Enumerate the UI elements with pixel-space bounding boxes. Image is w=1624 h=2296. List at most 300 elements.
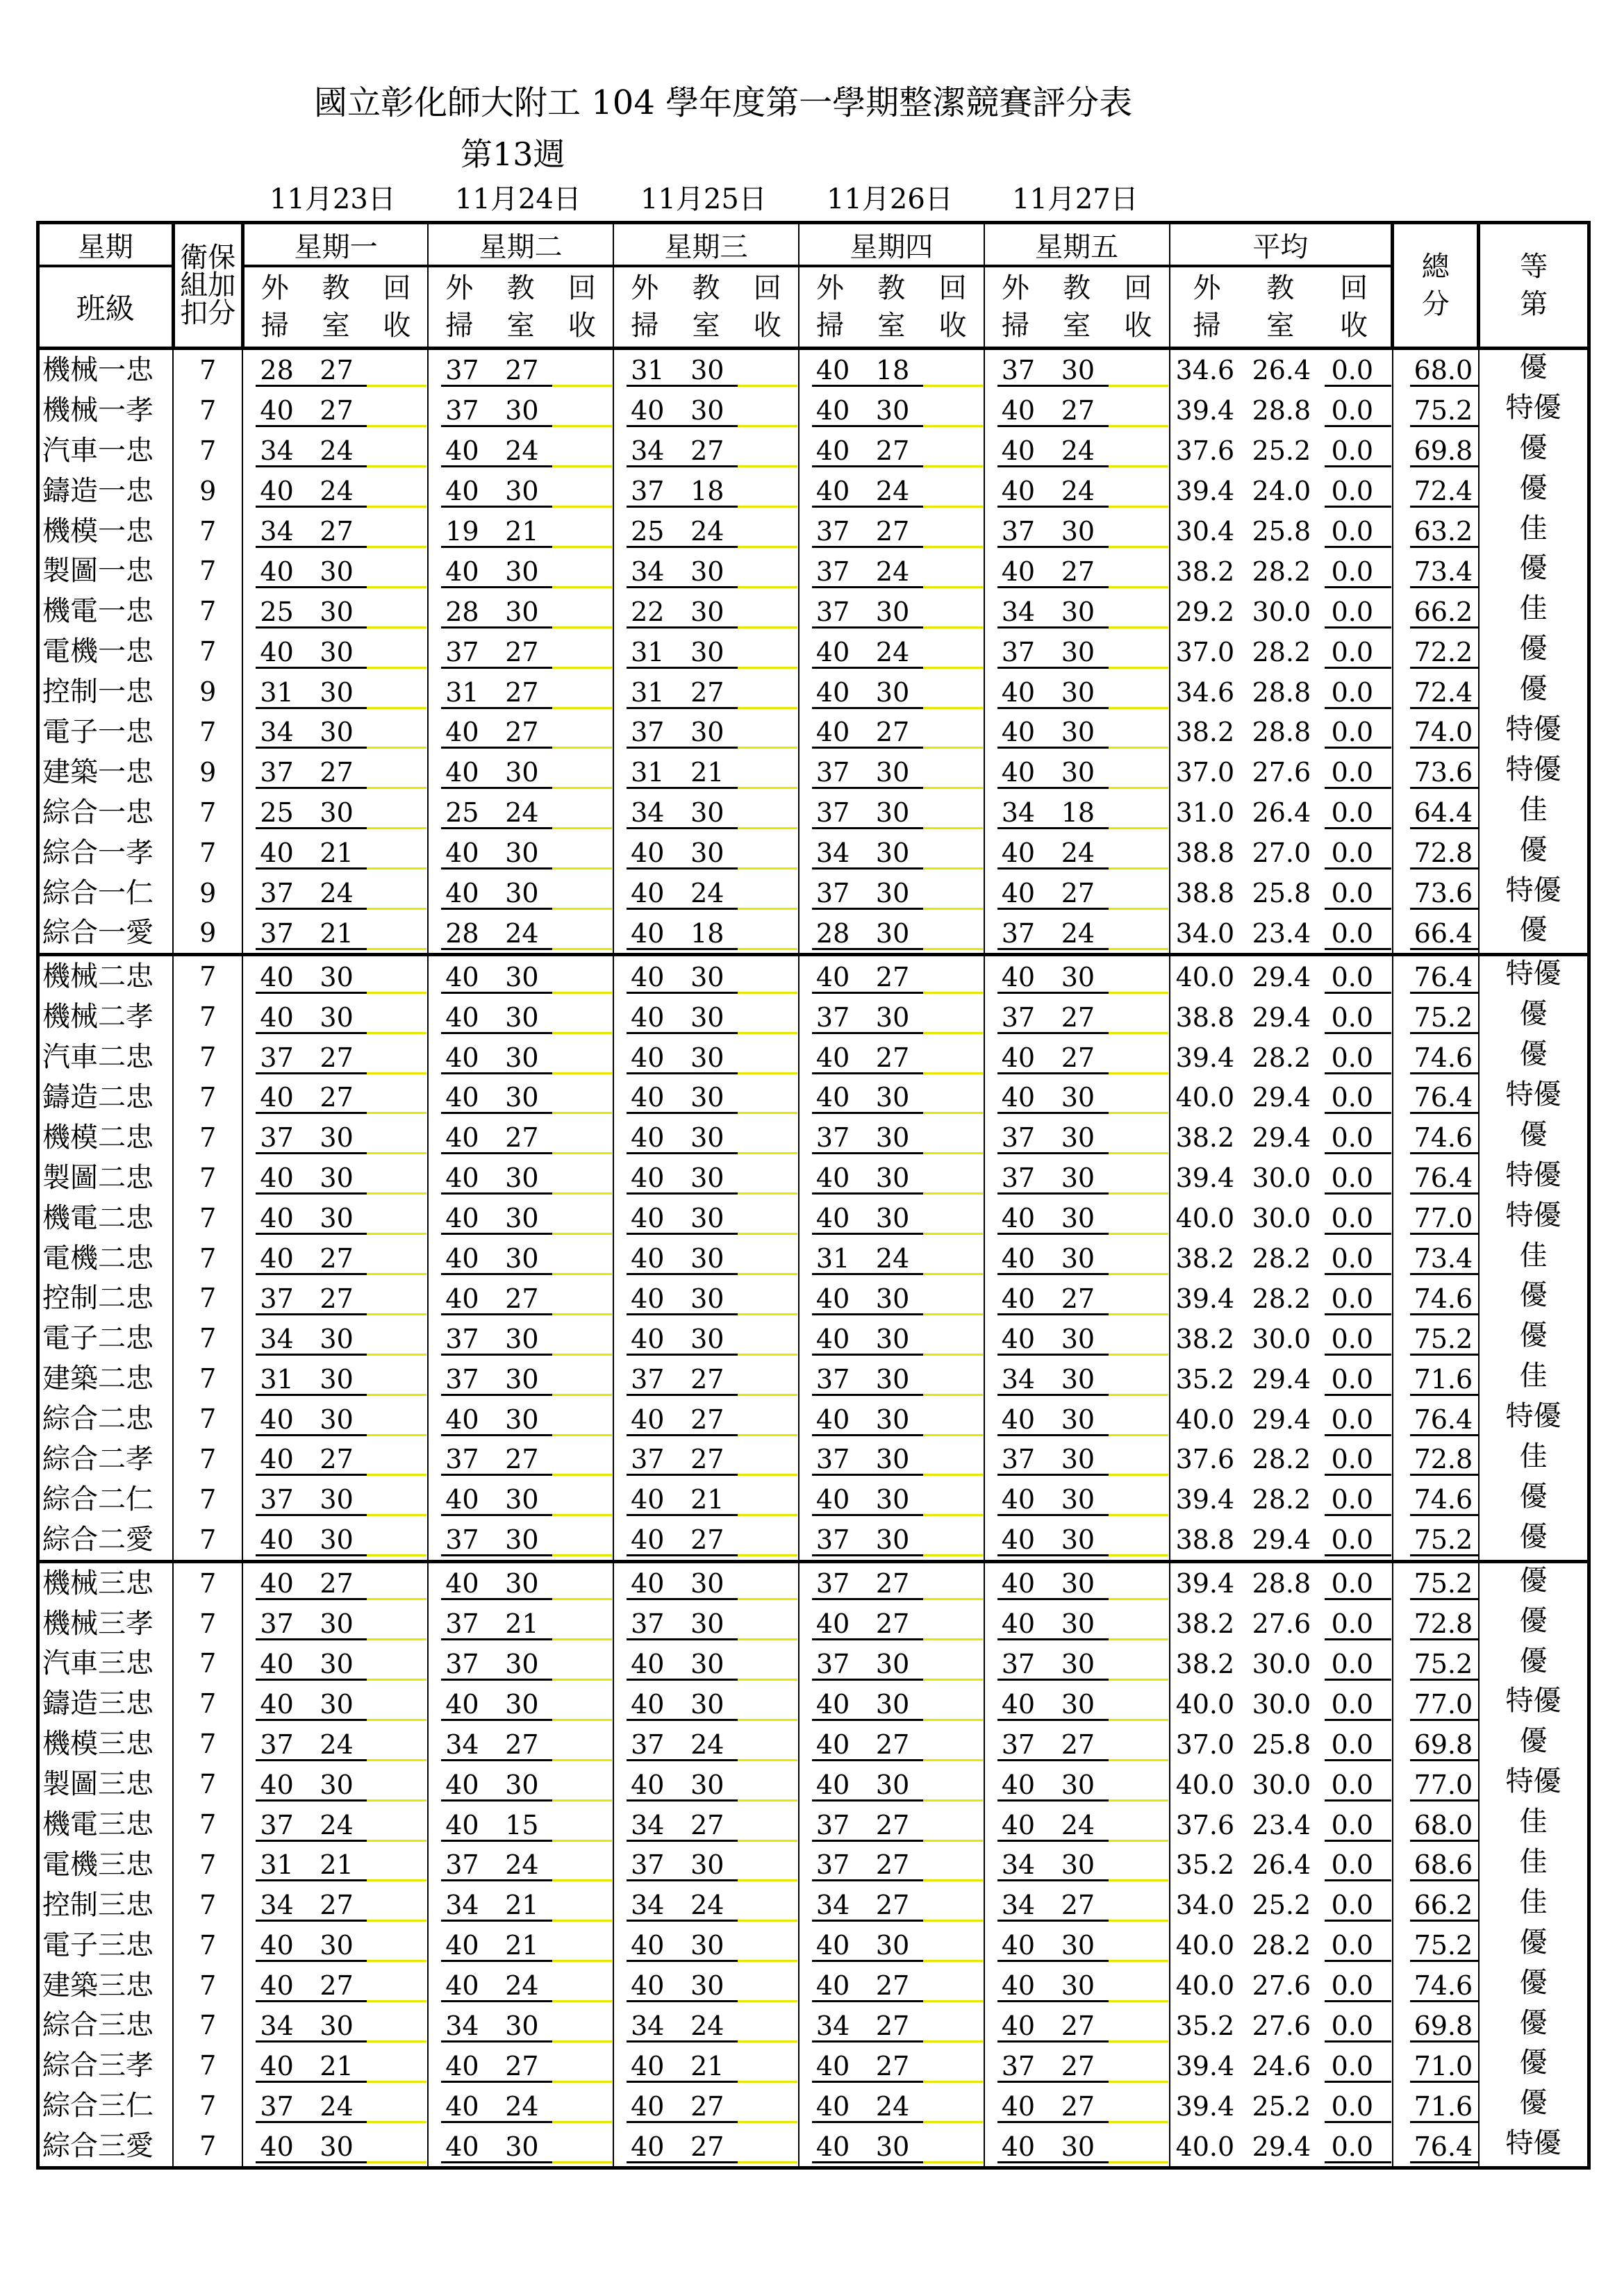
score-underline: [997, 2161, 1109, 2163]
day-4-cell: [799, 752, 984, 792]
average-recycle-underline: [1325, 1679, 1391, 1681]
day-5-cell: [984, 1318, 1170, 1358]
subheader-top-char: 外: [260, 272, 289, 304]
classroom-score: 30: [690, 1648, 724, 1679]
recycle-underline: [1109, 626, 1168, 629]
date-wednesday: 11月25日: [640, 183, 767, 215]
total-score-box: [1405, 1198, 1478, 1238]
total-underline: [1410, 667, 1479, 669]
score-underline: [256, 1759, 367, 1761]
table-row: [38, 1399, 1589, 1439]
classroom-score: 15: [505, 1809, 539, 1840]
day-4-cell: [799, 672, 984, 712]
day-score-box: [243, 1319, 427, 1358]
average-outdoor: 37.0: [1175, 636, 1235, 667]
day-score-box: [799, 1845, 984, 1884]
day-1-cell: [242, 792, 428, 833]
total-underline: [1410, 908, 1479, 910]
recycle-underline: [552, 465, 612, 467]
day-2-cell: [428, 2045, 613, 2086]
outdoor-score: 37: [445, 1363, 479, 1395]
outdoor-score: 40: [445, 1163, 479, 1194]
table-row: [38, 1117, 1589, 1158]
classroom-score: 24: [875, 556, 910, 587]
day-score-box: [243, 792, 427, 832]
total-score-box: [1405, 1724, 1478, 1764]
table-row: [38, 913, 1589, 954]
subheader-bottom-char: 室: [1063, 310, 1091, 342]
average-recycle: 0.0: [1331, 1283, 1373, 1314]
day-2-cell: [428, 1965, 613, 2006]
day-score-box: [429, 1319, 613, 1358]
day-score-box: [243, 2127, 427, 2166]
recycle-underline: [367, 1920, 426, 1922]
day-score-box: [614, 1845, 798, 1884]
grade-cell: 優: [1519, 1118, 1548, 1151]
recycle-underline: [738, 908, 797, 910]
day-score-box: [243, 2086, 427, 2126]
total-score-box: [1405, 833, 1478, 872]
class-name-cell: 鑄造二忠: [38, 1077, 174, 1117]
total-score: 72.4: [1414, 476, 1473, 507]
total-score: 77.0: [1414, 1688, 1473, 1720]
day-2-cell: [428, 1318, 613, 1358]
score-underline: [812, 586, 923, 588]
day-score-box: [985, 1439, 1169, 1479]
average-outdoor: 39.4: [1175, 1283, 1235, 1314]
total-score: 75.2: [1414, 1524, 1473, 1556]
classroom-score: 27: [320, 1243, 354, 1274]
classroom-score: 27: [690, 676, 724, 708]
total-score: 68.0: [1414, 1809, 1473, 1840]
recycle-underline: [552, 1960, 612, 1962]
table-row: [38, 873, 1589, 913]
score-underline: [627, 1072, 738, 1074]
outdoor-score: 31: [260, 1849, 294, 1881]
average-recycle-underline: [1325, 787, 1391, 789]
day-1-subheader-col-2: [322, 269, 350, 344]
average-classroom: 23.4: [1252, 917, 1311, 949]
day-score-box: [799, 873, 984, 913]
recycle-underline: [738, 2040, 797, 2043]
class-name-cell: 機模二忠: [38, 1117, 174, 1158]
day-score-box: [429, 1038, 613, 1077]
score-underline: [997, 1554, 1109, 1556]
day-score-box: [429, 1644, 613, 1683]
average-recycle: 0.0: [1331, 1122, 1373, 1154]
day-3-cell: [613, 1724, 799, 1764]
day-score-box: [614, 1520, 798, 1559]
score-underline: [441, 586, 552, 588]
day-score-box: [985, 752, 1169, 792]
outdoor-score: 40: [445, 1283, 479, 1314]
recycle-underline: [552, 948, 612, 950]
classroom-score: 27: [690, 1404, 724, 1435]
average-cell: [1170, 1845, 1393, 1885]
average-recycle: 0.0: [1331, 476, 1373, 507]
classroom-score: 30: [320, 1122, 354, 1154]
score-underline: [627, 787, 738, 789]
class-name-cell: 鑄造三忠: [38, 1683, 174, 1724]
classroom-score: 30: [505, 1163, 539, 1194]
day-5-cell: [984, 1885, 1170, 1925]
total-score: 73.6: [1414, 878, 1473, 909]
recycle-underline: [923, 1152, 983, 1154]
recycle-underline: [1109, 2040, 1168, 2043]
average-recycle-underline: [1325, 1840, 1391, 1842]
score-underline: [441, 2000, 552, 2002]
average-cell: [1170, 2126, 1393, 2168]
day-2-cell: [428, 1198, 613, 1238]
outdoor-score: 40: [445, 1970, 479, 2002]
classroom-score: 18: [875, 355, 910, 386]
score-underline: [812, 1759, 923, 1761]
total-score: 72.8: [1414, 838, 1473, 869]
day-2-cell: [428, 390, 613, 431]
recycle-underline: [552, 1879, 612, 1881]
total-cell: [1393, 672, 1479, 712]
classroom-score: 30: [1061, 516, 1095, 547]
score-underline: [441, 1354, 552, 1356]
day-score-box: [243, 1399, 427, 1439]
average-outdoor: 40.0: [1175, 2131, 1235, 2162]
average-recycle: 0.0: [1331, 1363, 1373, 1395]
day-score-box: [985, 2006, 1169, 2045]
score-underline: [997, 787, 1109, 789]
recycle-underline: [1109, 1192, 1168, 1195]
total-underline: [1410, 1719, 1479, 1721]
outdoor-score: 37: [445, 1323, 479, 1354]
day-5-cell: [984, 1965, 1170, 2006]
total-cell: [1393, 712, 1479, 752]
average-classroom: 27.6: [1252, 1608, 1311, 1640]
outdoor-score: 40: [260, 1203, 294, 1234]
average-subheader: [1170, 266, 1393, 349]
score-underline: [627, 908, 738, 910]
class-name-cell: 製圖三忠: [38, 1764, 174, 1804]
day-score-box: [985, 672, 1169, 712]
classroom-score: 24: [505, 1970, 539, 2002]
average-cell: [1170, 833, 1393, 873]
average-cell: [1170, 997, 1393, 1037]
classroom-score: 27: [1061, 1283, 1095, 1314]
day-1-cell: [242, 1479, 428, 1520]
average-score-box: [1170, 1238, 1392, 1278]
score-underline: [812, 385, 923, 387]
score-underline: [812, 1598, 923, 1600]
average-recycle-underline: [1325, 667, 1391, 669]
average-recycle-underline: [1325, 1313, 1391, 1315]
table-row: [38, 1278, 1589, 1318]
score-underline: [627, 385, 738, 387]
recycle-underline: [552, 992, 612, 994]
classroom-score: 27: [1061, 1001, 1095, 1033]
recycle-underline: [738, 586, 797, 588]
average-recycle: 0.0: [1331, 2050, 1373, 2081]
score-underline: [441, 867, 552, 870]
total-score: 74.6: [1414, 1970, 1473, 2002]
day-score-box: [799, 997, 984, 1037]
day-3-cell: [613, 2086, 799, 2126]
outdoor-score: 34: [815, 1890, 850, 1921]
outdoor-score: 40: [260, 1163, 294, 1194]
score-underline: [812, 948, 923, 950]
day-3-cell: [613, 1439, 799, 1479]
classroom-score: 30: [875, 1524, 910, 1556]
average-score-box: [1170, 1805, 1392, 1845]
day-4-cell: [799, 2006, 984, 2046]
penalty-cell: 7: [173, 1318, 242, 1358]
outdoor-score: 40: [260, 961, 294, 992]
outdoor-score: 34: [260, 1323, 294, 1354]
score-underline: [256, 465, 367, 467]
recycle-underline: [1109, 787, 1168, 789]
day-score-box: [429, 1925, 613, 1965]
day-4-cell: [799, 2045, 984, 2086]
recycle-underline: [552, 908, 612, 910]
day-score-box: [985, 592, 1169, 631]
average-recycle-underline: [1325, 1514, 1391, 1516]
score-underline: [256, 2000, 367, 2002]
score-underline: [627, 667, 738, 669]
day-1-cell: [242, 2126, 428, 2168]
classroom-score: 27: [1061, 395, 1095, 426]
day-score-box: [243, 957, 427, 997]
table-row: [38, 431, 1589, 471]
recycle-underline: [923, 787, 983, 789]
day-2-cell: [428, 1077, 613, 1117]
class-name-cell: 機械一忠: [38, 349, 174, 390]
average-recycle-underline: [1325, 506, 1391, 508]
day-score-box: [799, 1279, 984, 1318]
day-score-box: [985, 1563, 1169, 1603]
recycle-underline: [367, 546, 426, 548]
outdoor-score: 40: [815, 1203, 850, 1234]
recycle-underline: [1109, 992, 1168, 994]
class-name-cell: 鑄造一忠: [38, 471, 174, 511]
week-label: 第13週: [461, 135, 565, 173]
total-cell: [1393, 1399, 1479, 1439]
outdoor-score: 37: [1001, 1444, 1036, 1475]
penalty-cell: 7: [173, 2126, 242, 2168]
classroom-score: 27: [875, 1608, 910, 1640]
outdoor-score: 40: [631, 1648, 665, 1679]
average-recycle: 0.0: [1331, 1323, 1373, 1354]
classroom-score: 24: [875, 636, 910, 667]
score-underline: [997, 1840, 1109, 1842]
day-score-box: [799, 1965, 984, 2005]
day-score-box: [614, 873, 798, 913]
classroom-score: 30: [505, 1648, 539, 1679]
total-score: 77.0: [1414, 1203, 1473, 1234]
day-1-cell: [242, 1561, 428, 1603]
total-cell: [1393, 1117, 1479, 1158]
day-4-cell: [799, 1479, 984, 1520]
total-score-box: [1405, 1765, 1478, 1804]
classroom-score: 30: [690, 961, 724, 992]
grade-cell: 優: [1519, 1520, 1548, 1553]
total-score-box: [1405, 592, 1478, 631]
classroom-score: 30: [875, 1122, 910, 1154]
total-cell: [1393, 913, 1479, 954]
subheader-bottom-char: 室: [1266, 310, 1295, 342]
recycle-underline: [552, 1032, 612, 1034]
day-score-box: [429, 997, 613, 1037]
recycle-underline: [738, 1719, 797, 1721]
average-cell: [1170, 712, 1393, 752]
outdoor-score: 40: [260, 1444, 294, 1475]
recycle-underline: [552, 1799, 612, 1802]
classroom-score: 30: [320, 1484, 354, 1515]
classroom-score: 30: [505, 1363, 539, 1395]
outdoor-score: 40: [445, 1809, 479, 1840]
table-row: [38, 591, 1589, 631]
classroom-score: 30: [690, 1608, 724, 1640]
day-1-subheader: [242, 266, 428, 349]
day-score-box: [614, 632, 798, 672]
total-score: 69.8: [1414, 1729, 1473, 1760]
average-recycle: 0.0: [1331, 1524, 1373, 1556]
class-name-cell: 機電一忠: [38, 591, 174, 631]
recycle-underline: [1109, 1960, 1168, 1962]
grade-cell: 佳: [1519, 592, 1548, 625]
score-underline: [256, 1192, 367, 1195]
recycle-underline: [923, 992, 983, 994]
score-underline: [812, 425, 923, 427]
total-score: 76.4: [1414, 1163, 1473, 1194]
day-2-cell: [428, 511, 613, 551]
classroom-score: 30: [875, 1444, 910, 1475]
recycle-underline: [738, 1554, 797, 1556]
recycle-underline: [367, 948, 426, 950]
classroom-score: 30: [505, 961, 539, 992]
penalty-cell: 9: [173, 471, 242, 511]
score-underline: [627, 1840, 738, 1842]
recycle-underline: [1109, 1679, 1168, 1681]
average-recycle: 0.0: [1331, 1243, 1373, 1274]
day-score-box: [614, 1238, 798, 1278]
subheader-bottom-char: 掃: [445, 310, 474, 342]
recycle-underline: [1109, 1840, 1168, 1842]
recycle-underline: [923, 465, 983, 467]
outdoor-score: 40: [445, 556, 479, 587]
day-score-box: [985, 833, 1169, 872]
average-outdoor: 38.2: [1175, 1608, 1235, 1640]
recycle-underline: [1109, 1759, 1168, 1761]
outdoor-score: 37: [260, 1729, 294, 1760]
outdoor-score: 40: [445, 1769, 479, 1800]
day-5-cell: [984, 631, 1170, 672]
outdoor-score: 40: [445, 476, 479, 507]
total-cell: [1393, 2045, 1479, 2086]
outdoor-score: 40: [815, 435, 850, 467]
average-header: 平均: [1170, 223, 1393, 267]
recycle-underline: [367, 2161, 426, 2163]
classroom-score: 27: [1061, 1729, 1095, 1760]
day-3-cell: [613, 1885, 799, 1925]
score-underline: [627, 1638, 738, 1640]
total-score: 69.8: [1414, 2010, 1473, 2041]
classroom-score: 30: [505, 2131, 539, 2162]
day-1-cell: [242, 997, 428, 1037]
recycle-underline: [367, 1394, 426, 1396]
total-underline: [1410, 948, 1479, 950]
day-score-box: [614, 1885, 798, 1924]
outdoor-score: 40: [1001, 1323, 1036, 1354]
score-underline: [256, 787, 367, 789]
average-classroom: 28.2: [1252, 1484, 1311, 1515]
outdoor-score: 37: [445, 355, 479, 386]
total-underline: [1410, 1072, 1479, 1074]
subheader-bottom-char: 室: [692, 310, 720, 342]
day-1-cell: [242, 752, 428, 792]
day-score-box: [985, 1925, 1169, 1965]
recycle-underline: [1109, 1598, 1168, 1600]
day-1-cell: [242, 1885, 428, 1925]
average-recycle: 0.0: [1331, 797, 1373, 829]
score-underline: [627, 2161, 738, 2163]
penalty-header-line-3: 扣分: [180, 297, 236, 329]
average-cell: [1170, 1037, 1393, 1077]
day-3-cell: [613, 1077, 799, 1117]
average-outdoor: 37.6: [1175, 1444, 1235, 1475]
average-score-box: [1170, 1724, 1392, 1764]
average-classroom: 30.0: [1252, 1203, 1311, 1234]
recycle-underline: [367, 992, 426, 994]
outdoor-score: 34: [815, 838, 850, 869]
score-underline: [441, 2161, 552, 2163]
score-underline: [627, 546, 738, 548]
classroom-score: 21: [505, 1890, 539, 1921]
recycle-underline: [1109, 2081, 1168, 2083]
average-recycle-underline: [1325, 1354, 1391, 1356]
table-row: [38, 1479, 1589, 1520]
day-score-box: [799, 1319, 984, 1358]
recycle-underline: [738, 425, 797, 427]
classroom-score: 30: [1061, 1363, 1095, 1395]
score-underline: [441, 1192, 552, 1195]
table-row: [38, 1683, 1589, 1724]
score-underline: [441, 1313, 552, 1315]
day-score-box: [429, 672, 613, 712]
outdoor-score: 37: [815, 1524, 850, 1556]
score-underline: [997, 1514, 1109, 1516]
total-score: 76.4: [1414, 1082, 1473, 1113]
outdoor-score: 31: [631, 757, 665, 788]
outdoor-score: 40: [631, 1404, 665, 1435]
average-classroom: 26.4: [1252, 797, 1311, 829]
total-underline: [1410, 1554, 1479, 1556]
average-classroom: 28.2: [1252, 556, 1311, 587]
recycle-underline: [367, 1032, 426, 1034]
score-underline: [812, 1554, 923, 1556]
recycle-underline: [367, 1072, 426, 1074]
recycle-underline: [552, 546, 612, 548]
recycle-underline: [552, 2040, 612, 2043]
outdoor-score: 37: [815, 1122, 850, 1154]
classroom-score: 24: [505, 2090, 539, 2122]
table-row: [38, 551, 1589, 591]
average-cell: [1170, 1804, 1393, 1845]
table-row: [38, 1358, 1589, 1399]
outdoor-score: 28: [445, 917, 479, 949]
average-outdoor: 39.4: [1175, 2050, 1235, 2081]
recycle-underline: [552, 1554, 612, 1556]
classroom-score: 30: [1061, 1648, 1095, 1679]
average-classroom: 28.2: [1252, 1283, 1311, 1314]
day-5-cell: [984, 1764, 1170, 1804]
outdoor-score: 34: [631, 2010, 665, 2041]
